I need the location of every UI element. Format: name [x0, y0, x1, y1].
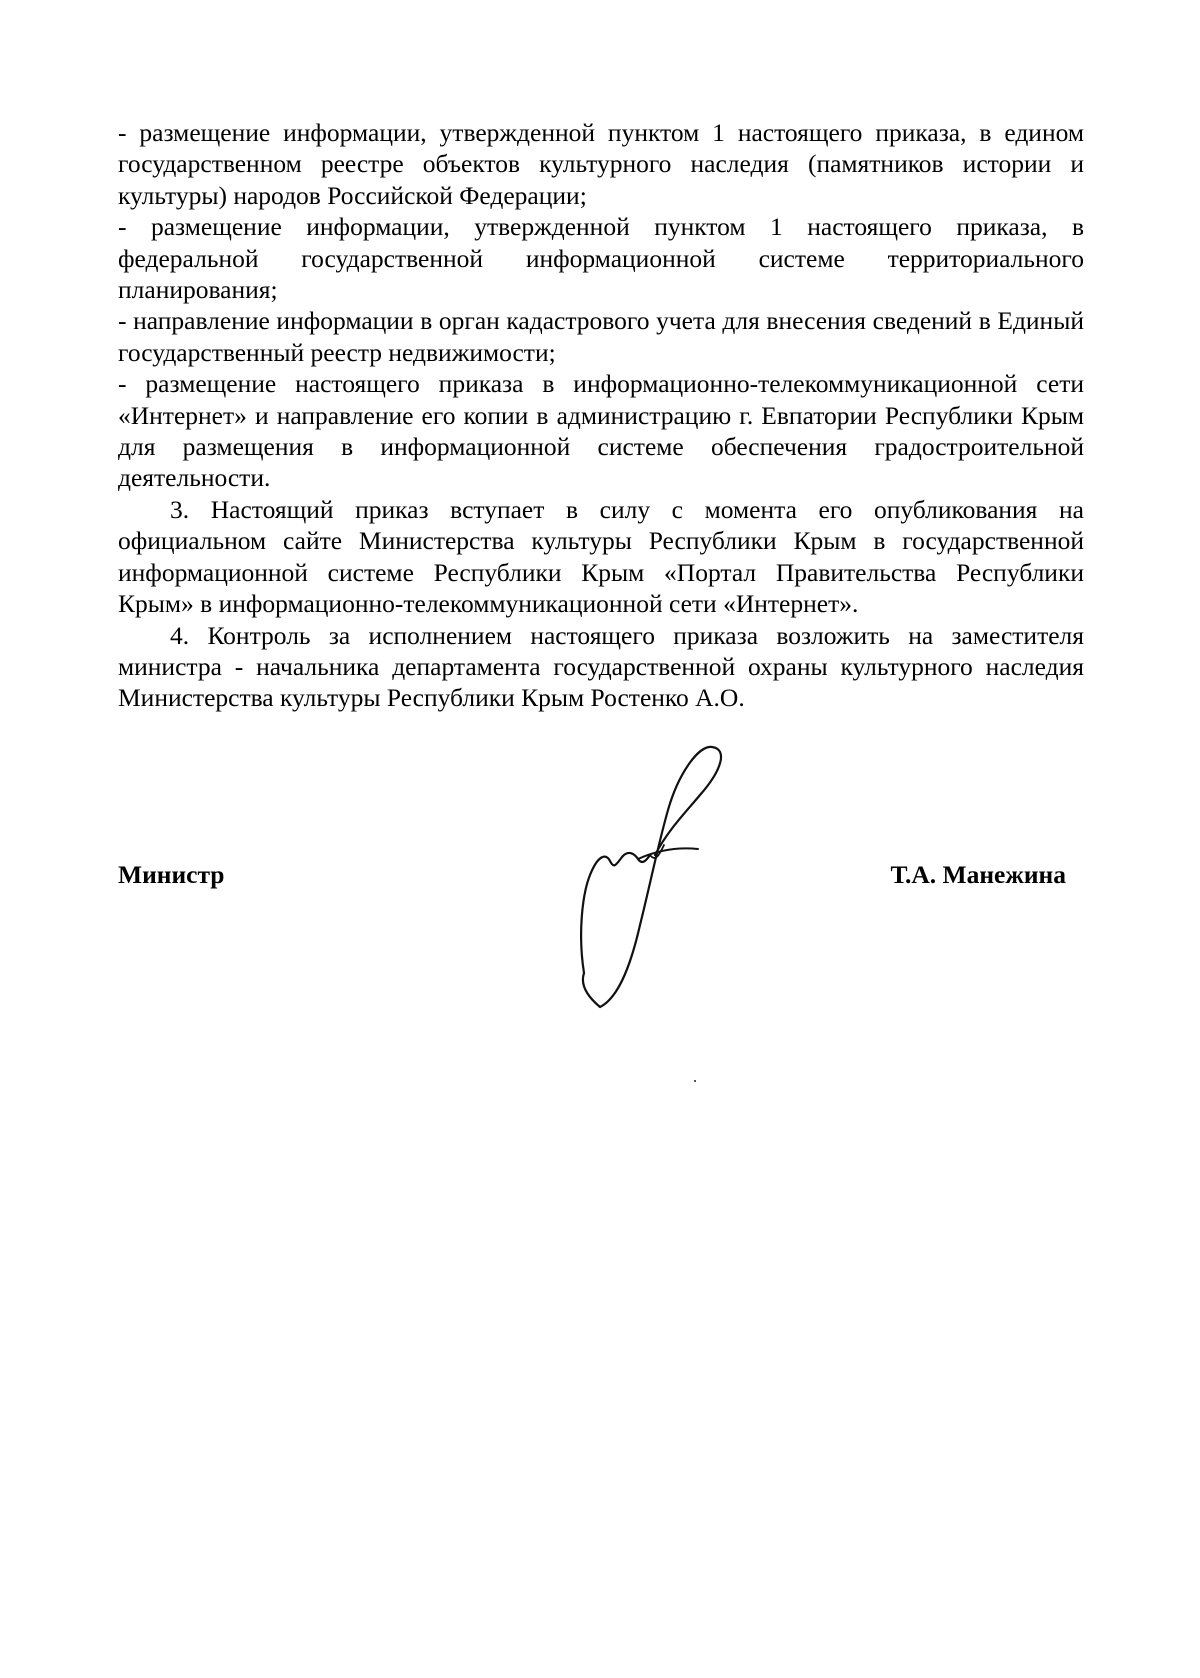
handwritten-signature-icon	[580, 735, 760, 1015]
paragraph-cadastre-direction: - направление информации в орган кадастрового учета для внесения сведений в Единый государственный реестр недвижимости;	[118, 306, 1084, 367]
paragraph-fgis-tp-placement: - размещение информации, утвержденной пунктом 1 настоящего приказа, в федеральной государственной информационной системе территориального планирования;	[118, 212, 1084, 305]
signatory-name: Т.А. Манежина	[890, 860, 1066, 889]
paragraph-egrokn-placement: - размещение информации, утвержденной пунктом 1 настоящего приказа, в едином государственном реестре объектов культурного наследия (памятников истории и культуры) народов Российской Федерации;	[118, 118, 1084, 210]
paragraph-clause-3: 3. Настоящий приказ вступает в силу с момента его опубликования на официальном сайте Министерства культуры Республики Крым в государственной информационной системе Республики Крым «Портал Правительства Республики Крым» в информационно-телекоммуникационной сети «Интернет».	[118, 494, 1084, 619]
document-body	[118, 117, 1084, 714]
paragraph-clause-4: 4. Контроль за исполнением настоящего приказа возложить на заместителя министра - начальника департамента государственной охраны культурного наследия Министерства культуры Республики Крым Ростенко А.О.	[118, 620, 1084, 713]
scan-speck	[694, 1080, 696, 1082]
signatory-title: Министр	[118, 860, 225, 889]
paragraph-internet-placement: - размещение настоящего приказа в информационно-телекоммуникационной сети «Интернет» и направление его копии в администрацию г. Евпатории Республики Крым для размещения в информационной системе обеспечения градостроительной деятельности.	[118, 369, 1084, 493]
